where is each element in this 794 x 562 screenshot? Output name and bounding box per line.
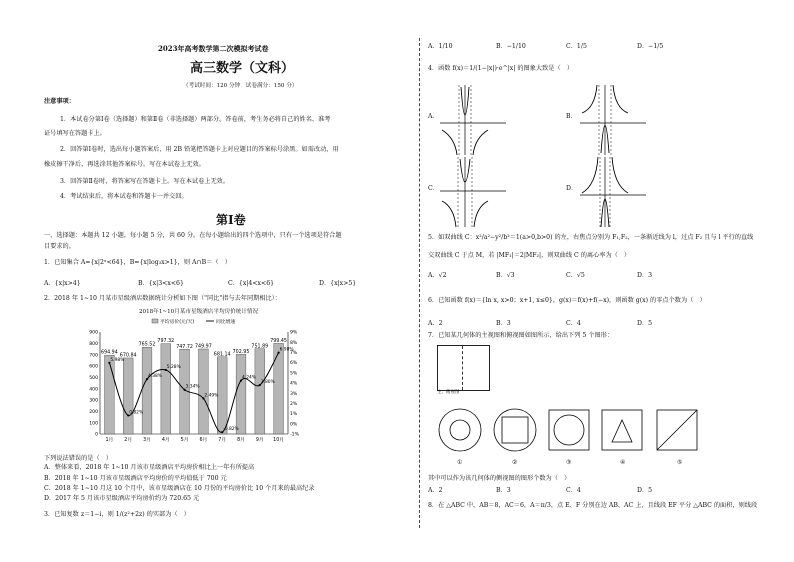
note-line: 证号填写在答题卡上。 [44, 130, 106, 137]
q1-option-a: A．{x|x>4} [44, 280, 81, 287]
q5-option-d: D．3 [637, 272, 653, 279]
legend-label-price: 平均房价(元/天) [160, 320, 195, 325]
bar-price [217, 357, 227, 434]
q7-option-d: D．5 [637, 487, 653, 494]
q4-graph-b [580, 83, 650, 155]
q5-line1: 5．如双曲线 C：x²/a²−y²/b²＝1(a>0,b>0) 的左，右焦点分别为 F₁,F₂，一条渐近线为 l，过点 F₂ 且与 l 平行的直线 [428, 234, 754, 241]
x-tick-label: 5月 [180, 438, 189, 443]
q5-option-b: B．√3 [496, 272, 515, 279]
y-left-tick: 600 [89, 364, 98, 370]
x-tick-label: 9月 [255, 438, 264, 443]
notes-heading: 注意事项： [44, 98, 75, 105]
bar-price [161, 344, 171, 434]
q4-stem: 4．函数 f(x)＝1/(1−|x|)·e^|x| 的图象大致是（ ） [428, 65, 574, 72]
hotel-price-chart [80, 318, 320, 448]
q4-label-b: B． [566, 113, 577, 120]
y-right-tick: -1% [290, 432, 299, 438]
y-right-tick: 2% [290, 402, 298, 407]
y-right-tick: 9% [290, 330, 298, 336]
q2-option-d: D．2017 年 5 月该市星级酒店平均房价约为 720.65 元 [44, 495, 200, 502]
x-tick-label: 10月 [273, 438, 285, 443]
y-right-tick: 7% [290, 351, 298, 356]
shape-label-1: ① [457, 459, 463, 466]
q2-option-a: A．整体来看，2018 年 1~10 月该市星级酒店平均房价相比上一年有所提高 [44, 464, 255, 471]
q4-graph-d [580, 155, 650, 227]
q4-label-c: C． [428, 185, 439, 192]
bar-price [123, 358, 133, 434]
growth-value-label: 5.98% [110, 357, 125, 363]
y-left-tick: 800 [89, 341, 98, 347]
y-left-tick: 0 [95, 432, 98, 438]
x-tick-label: 3月 [143, 438, 151, 443]
y-left-tick: 500 [89, 375, 98, 381]
growth-value-label: 3.34% [185, 384, 200, 390]
q2-stem: 2．2018 年 1~10 月某市星级酒店数据统计分析如下图（"同比"指与去年同期相比）： [44, 295, 281, 302]
growth-value-label: -0.82% [223, 427, 239, 433]
growth-value-label: 0.82% [129, 410, 144, 416]
bar-price [236, 354, 246, 434]
bar-value-label: 747.72 [176, 344, 193, 350]
x-tick-label: 4月 [161, 438, 170, 443]
q5-option-c: C．√5 [566, 272, 585, 279]
x-tick-label: 2月 [124, 438, 133, 443]
bar-value-label: 751.89 [251, 344, 269, 350]
shape-2 [494, 409, 536, 451]
y-right-tick: 3% [290, 391, 298, 397]
growth-line [109, 353, 278, 433]
q6-option-c: C．4 [566, 320, 581, 327]
note-line: 4．考试结束后，将本试卷和答题卡一并交回。 [60, 193, 188, 200]
exam-info: （考试时间：120 分钟 试卷满分：150 分） [183, 83, 298, 89]
growth-value-label: 6.98% [279, 347, 294, 353]
prev-option-b: B．−1/10 [496, 43, 526, 50]
x-tick-label: 6月 [199, 438, 208, 443]
y-right-tick: 1% [290, 412, 298, 418]
q4-graph-a [440, 83, 510, 155]
section-title: 第Ⅰ卷 [216, 213, 246, 227]
bar-price [274, 343, 284, 434]
q6-option-a: A．2 [428, 320, 443, 327]
q1-option-b: B．{x|3<x<6} [138, 280, 184, 287]
q2-question: 下列说法错误的是（ ） [44, 455, 113, 462]
shape-label-4: ④ [620, 459, 626, 466]
y-right-tick: 0% [290, 422, 298, 428]
y-right-tick: 4% [290, 381, 298, 387]
q6-line1: 6．已知函数 f(x)＝{ln x, x>0；x+1, x≤0}，g(x)＝f(x)+f(−x)，则函数 g(x) 的零点个数为（ ） [428, 297, 706, 304]
y-left-tick: 900 [89, 330, 98, 336]
shape-1 [439, 409, 481, 451]
bar-value-label: 702.95 [232, 349, 250, 355]
prev-option-d: D．−1/5 [637, 43, 664, 50]
growth-value-label: 4.24% [242, 375, 256, 381]
shape-label-5: ⑤ [677, 459, 683, 466]
y-left-tick: 200 [89, 409, 98, 415]
growth-value-label: 5.28% [166, 364, 181, 370]
q6-option-d: D．5 [637, 320, 653, 327]
legend-swatch-price [152, 319, 158, 323]
bar-price [199, 349, 209, 434]
q1-option-c: C．{x|4<x<6} [228, 280, 275, 287]
q4-label-a: A． [428, 113, 439, 120]
bar-value-label: 681.14 [213, 352, 231, 358]
bar-value-label: 797.32 [157, 339, 175, 345]
y-right-tick: 5% [290, 371, 298, 377]
prev-option-c: C．1/5 [566, 43, 587, 50]
prev-option-a: A．1/10 [428, 43, 453, 50]
q6-option-b: B．3 [496, 320, 511, 327]
q1-option-d: D．{x|x>5} [319, 280, 357, 287]
bar-value-label: 694.94 [101, 350, 118, 356]
bar-price [255, 349, 265, 434]
y-right-tick: 8% [290, 340, 298, 346]
exam-title: 2023年高考数学第二次模拟考试卷 [158, 44, 269, 53]
q5-line2: 交双曲线 C 于点 M，若 |MF₁|＝2|MF₂|，则双曲线 C 的离心率为（ ） [428, 252, 631, 259]
x-tick-label: 1月 [105, 438, 114, 443]
x-tick-label: 7月 [218, 438, 227, 443]
shape-5 [657, 410, 697, 450]
q4-label-d: D． [566, 185, 578, 192]
q3-stem: 3．已知复数 z＝1−i，则 1/(z²+2z) 的实部为（ ） [44, 511, 190, 518]
y-left-tick: 100 [89, 421, 98, 427]
shape-label-2: ② [512, 459, 518, 466]
bar-value-label: 799.45 [270, 338, 287, 344]
chart-title: 2018年1~10月某市星级酒店平均房价统计情况 [139, 309, 259, 315]
q7-option-a: A．2 [428, 487, 443, 494]
growth-value-label: 3.80% [260, 380, 275, 386]
y-left-tick: 700 [89, 353, 98, 359]
x-tick-label: 8月 [237, 438, 245, 443]
y-right-tick: 6% [290, 361, 298, 367]
section-intro: 目要求的。 [44, 243, 75, 250]
y-left-tick: 400 [89, 387, 98, 393]
q5-option-a: A．√2 [428, 272, 447, 279]
q2-option-b: B．2018 年 1~10 月该市星级酒店平均房价的平均值低于 700 元 [44, 475, 227, 482]
bar-value-label: 765.52 [138, 342, 156, 348]
growth-value-label: 2.49% [204, 393, 219, 399]
bar-price [105, 355, 115, 434]
note-line: 橡皮擦干净后，再选涂其他答案标号。写在本试卷上无效。 [44, 161, 205, 168]
shape-4 [602, 410, 642, 450]
growth-value-label: 4.38% [148, 374, 162, 380]
shape-3 [549, 410, 589, 450]
bar-value-label: 670.84 [119, 353, 137, 359]
q4-graph-c [440, 155, 510, 227]
shape-label-3: ③ [566, 459, 572, 466]
main-title: 高三数学（文科） [190, 61, 295, 76]
q7-option-c: C．4 [566, 487, 581, 494]
y-left-tick: 300 [89, 398, 98, 404]
column-divider [419, 38, 420, 528]
q2-option-c: C．2018 年 1~10 月这 10 个月中，该市星级酒店在 10 月份的平均房价比 10 个月来的最高纪录 [44, 485, 315, 492]
q1-stem: 1．已知集合 A={x|2ˣ<64}，B={x|log₃x>1}，则 A∩B＝（ ） [44, 259, 231, 266]
legend-label-growth: 同比增速 [216, 320, 236, 325]
section-intro: 一、选择题：本题共 12 小题，每小题 5 分，共 60 分。在每小题给出的四个选项中，只有一个选项是符合题 [44, 232, 342, 239]
q8-stem: 8．在 △ABC 中，AB＝8，AC＝6，A＝π/3，点 E、F 分别在边 AB、AC 上，且线段 EF 平分 △ABC 的面积，则线段 [428, 502, 758, 509]
bar-value-label: 749.97 [195, 344, 212, 350]
q7-option-b: B．3 [496, 487, 511, 494]
q7-stem: 7．已知某几何体的主视图和俯视图如图所示，给出下列 5 个图形： [428, 332, 614, 339]
note-line: 1．本试卷分第Ⅰ卷（选择题）和第Ⅱ卷（非选择题）两部分。答卷前，考生务必将自己的姓名、准考 [60, 116, 331, 123]
bar-price [142, 347, 152, 434]
main-view-caption: 主、俯视图 [437, 390, 460, 395]
note-line: 3．回答第Ⅱ卷时，将答案写在答题卡上。写在本试卷上无效。 [60, 178, 230, 185]
q7-question: 其中可以作为该几何体的侧视图的图形个数为（ ） [428, 475, 571, 482]
main-view-figure [437, 345, 490, 391]
note-line: 2．回答第Ⅰ卷时，选出每小题答案后，用 2B 铅笔把答题卡上对应题目的答案标号涂黑。如需改动，用 [60, 146, 339, 153]
side-view-options [432, 408, 702, 458]
